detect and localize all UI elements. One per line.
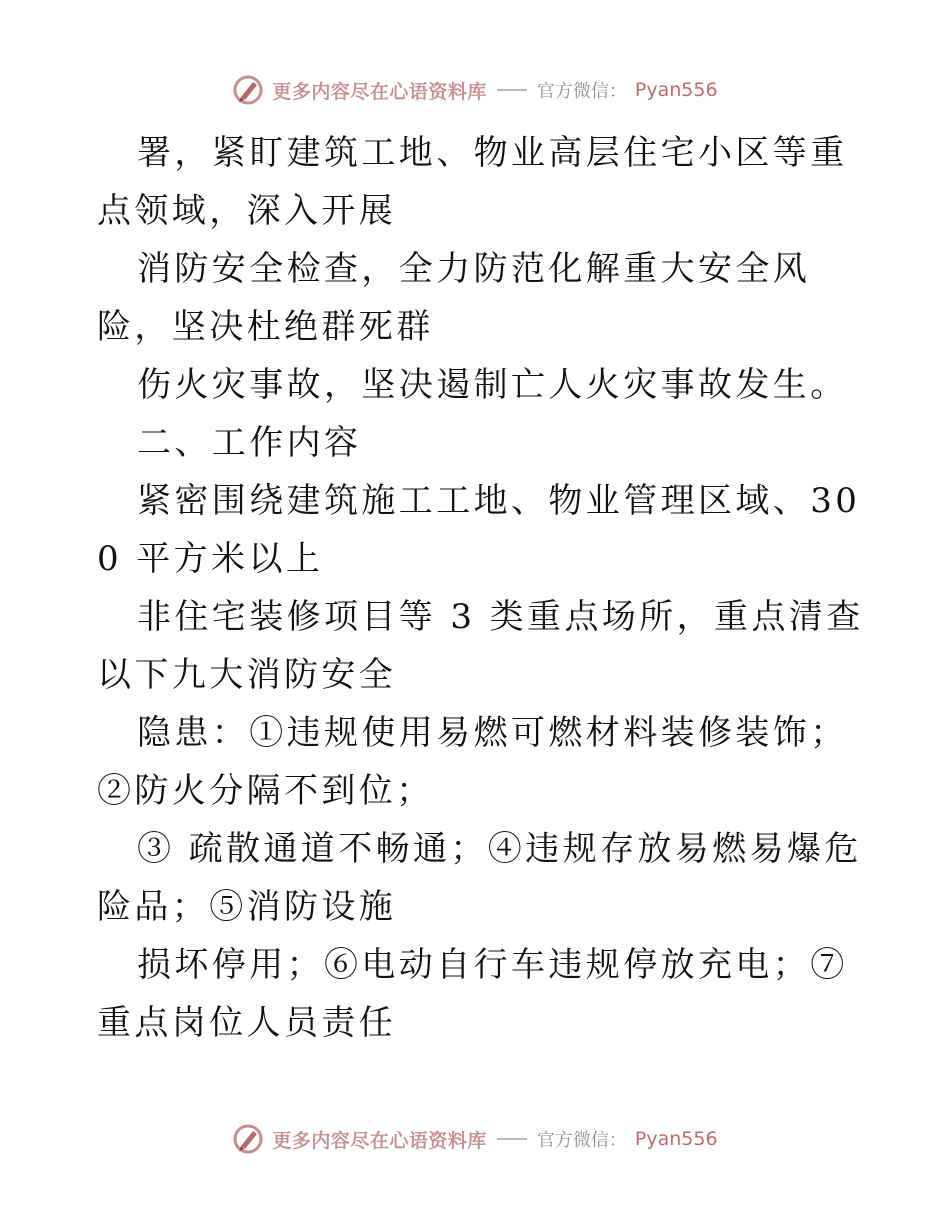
document-body <box>97 124 867 1052</box>
watermark-label: 官方微信： <box>536 1130 627 1151</box>
watermark-divider <box>497 1138 527 1140</box>
paragraph: 消防安全检查，全力防范化解重大安全风险，坚决杜绝群死群 <box>97 249 811 347</box>
pen-circle-logo-icon <box>232 1123 264 1155</box>
paragraph: 紧密围绕建筑施工工地、物业管理区域、300 平方米以上 <box>97 481 861 579</box>
section-heading: 二、工作内容 <box>137 423 362 463</box>
header-watermark <box>0 72 950 108</box>
paragraph: 非住宅装修项目等 3 类重点场所，重点清查以下九大消防安全 <box>97 597 864 695</box>
paragraph: 隐患：①违规使用易燃可燃材料装修装饰；②防火分隔不到位； <box>97 713 848 811</box>
pen-circle-logo-icon <box>232 74 264 106</box>
watermark-label: 官方微信： <box>536 81 627 102</box>
watermark-divider <box>497 89 527 91</box>
watermark-brand: 更多内容尽在心语资料库 <box>272 80 487 103</box>
footer-watermark <box>0 1121 950 1157</box>
paragraph: 署，紧盯建筑工地、物业高层住宅小区等重点领域，深入开展 <box>97 133 848 231</box>
watermark-id: Pyan556 <box>634 1128 718 1150</box>
paragraph: ③ 疏散通道不畅通；④违规存放易燃易爆危险品；⑤消防设施 <box>97 829 862 927</box>
watermark-brand: 更多内容尽在心语资料库 <box>272 1129 487 1152</box>
watermark-id: Pyan556 <box>634 79 718 101</box>
paragraph: 伤火灾事故，坚决遏制亡人火灾事故发生。 <box>137 365 848 405</box>
paragraph: 损坏停用；⑥电动自行车违规停放充电；⑦重点岗位人员责任 <box>97 945 848 1043</box>
